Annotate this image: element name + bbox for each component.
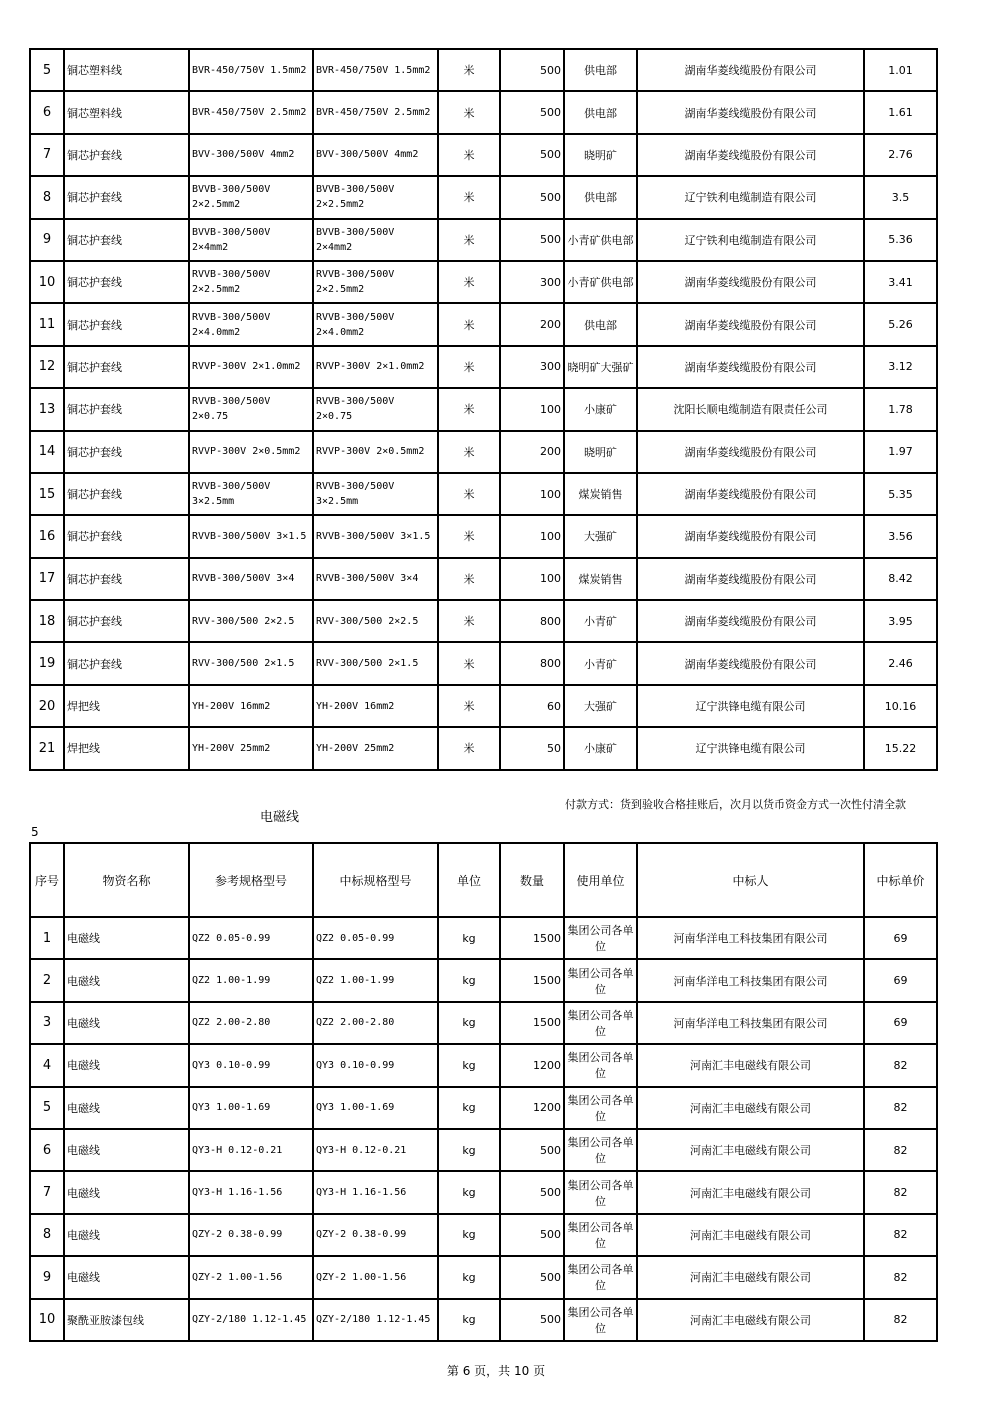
quantity: 100 [500, 388, 564, 430]
row-number: 7 [30, 134, 64, 176]
unit-price: 10.16 [864, 685, 937, 727]
unit-price: 3.5 [864, 176, 937, 218]
reference-spec: BVR-450/750V 2.5mm2 [189, 91, 313, 133]
row-number: 5 [30, 49, 64, 91]
using-unit: 小青矿供电部 [564, 261, 637, 303]
payment-terms: 付款方式：货到验收合格挂账后，次月以货币资金方式一次性付清全款 [565, 798, 906, 811]
winning-spec: BVVB-300/500V 2×4mm2 [313, 219, 438, 261]
winning-spec: QZ2 1.00-1.99 [313, 959, 438, 1001]
item-name: 铜芯护套线 [64, 515, 189, 557]
using-unit: 集团公司各单位 [564, 1044, 637, 1086]
quantity: 200 [500, 431, 564, 473]
winning-spec: RVVB-300/500V 3×2.5mm [313, 473, 438, 515]
item-name: 铜芯护套线 [64, 176, 189, 218]
using-unit: 集团公司各单位 [564, 1129, 637, 1171]
unit-price: 5.35 [864, 473, 937, 515]
table-row [30, 600, 937, 642]
row-number: 8 [30, 176, 64, 218]
winning-spec: BVR-450/750V 1.5mm2 [313, 49, 438, 91]
unit-price: 2.76 [864, 134, 937, 176]
table-row [30, 219, 937, 261]
row-number: 3 [30, 1002, 64, 1044]
item-name: 铜芯护套线 [64, 388, 189, 430]
using-unit: 小康矿 [564, 388, 637, 430]
winning-bidder: 辽宁铁利电缆制造有限公司 [637, 176, 864, 218]
winning-bidder: 沈阳长顺电缆制造有限责任公司 [637, 388, 864, 430]
quantity: 1500 [500, 959, 564, 1001]
using-unit: 小康矿 [564, 727, 637, 769]
using-unit: 集团公司各单位 [564, 1002, 637, 1044]
item-name: 电磁线 [64, 959, 189, 1001]
unit-price: 82 [864, 1129, 937, 1171]
unit: 米 [438, 91, 500, 133]
unit: 米 [438, 727, 500, 769]
unit: kg [438, 917, 500, 959]
magnet-wire-table [29, 842, 938, 1342]
unit: kg [438, 1171, 500, 1213]
winning-bidder: 河南汇丰电磁线有限公司 [637, 1299, 864, 1341]
table-row [30, 303, 937, 345]
item-name: 铜芯护套线 [64, 431, 189, 473]
reference-spec: BVVB-300/500V 2×2.5mm2 [189, 176, 313, 218]
quantity: 800 [500, 642, 564, 684]
header-quantity: 数量 [500, 843, 564, 917]
winning-spec: BVR-450/750V 2.5mm2 [313, 91, 438, 133]
using-unit: 集团公司各单位 [564, 917, 637, 959]
quantity: 1500 [500, 917, 564, 959]
reference-spec: YH-200V 25mm2 [189, 727, 313, 769]
unit-price: 82 [864, 1044, 937, 1086]
unit-price: 3.95 [864, 600, 937, 642]
unit-price: 15.22 [864, 727, 937, 769]
reference-spec: RVVP-300V 2×0.5mm2 [189, 431, 313, 473]
row-number: 21 [30, 727, 64, 769]
using-unit: 供电部 [564, 49, 637, 91]
item-name: 铜芯护套线 [64, 346, 189, 388]
row-number: 16 [30, 515, 64, 557]
quantity: 500 [500, 1214, 564, 1256]
unit-price: 5.36 [864, 219, 937, 261]
unit: 米 [438, 473, 500, 515]
winning-bidder: 河南华洋电工科技集团有限公司 [637, 917, 864, 959]
quantity: 100 [500, 515, 564, 557]
using-unit: 煤炭销售 [564, 558, 637, 600]
reference-spec: QY3 0.10-0.99 [189, 1044, 313, 1086]
reference-spec: QZY-2 1.00-1.56 [189, 1256, 313, 1298]
using-unit: 集团公司各单位 [564, 1256, 637, 1298]
quantity: 100 [500, 558, 564, 600]
cable-table [29, 48, 938, 771]
unit-price: 2.46 [864, 642, 937, 684]
reference-spec: BVR-450/750V 1.5mm2 [189, 49, 313, 91]
item-name: 聚酰亚胺漆包线 [64, 1299, 189, 1341]
reference-spec: RVV-300/500 2×1.5 [189, 642, 313, 684]
winning-spec: BVV-300/500V 4mm2 [313, 134, 438, 176]
using-unit: 供电部 [564, 303, 637, 345]
unit-price: 3.41 [864, 261, 937, 303]
table-row [30, 1044, 937, 1086]
reference-spec: RVVB-300/500V 3×4 [189, 558, 313, 600]
winning-spec: RVVP-300V 2×0.5mm2 [313, 431, 438, 473]
winning-bidder: 湖南华菱线缆股份有限公司 [637, 346, 864, 388]
winning-bidder: 湖南华菱线缆股份有限公司 [637, 473, 864, 515]
item-name: 铜芯塑料线 [64, 49, 189, 91]
unit-price: 3.12 [864, 346, 937, 388]
table-row [30, 473, 937, 515]
section-number: 5 [31, 825, 39, 839]
item-name: 铜芯护套线 [64, 134, 189, 176]
reference-spec: QY3-H 0.12-0.21 [189, 1129, 313, 1171]
unit: kg [438, 1087, 500, 1129]
page-footer: 第 6 页，共 10 页 [446, 1364, 546, 1378]
using-unit: 煤炭销售 [564, 473, 637, 515]
using-unit: 晓明矿大强矿 [564, 346, 637, 388]
winning-spec: QZ2 2.00-2.80 [313, 1002, 438, 1044]
item-name: 电磁线 [64, 1044, 189, 1086]
winning-spec: QY3 1.00-1.69 [313, 1087, 438, 1129]
row-number: 6 [30, 91, 64, 133]
row-number: 18 [30, 600, 64, 642]
winning-spec: QY3-H 0.12-0.21 [313, 1129, 438, 1171]
using-unit: 晓明矿 [564, 431, 637, 473]
using-unit: 大强矿 [564, 515, 637, 557]
item-name: 铜芯护套线 [64, 261, 189, 303]
winning-bidder: 湖南华菱线缆股份有限公司 [637, 515, 864, 557]
row-number: 12 [30, 346, 64, 388]
item-name: 电磁线 [64, 1256, 189, 1298]
unit: kg [438, 1002, 500, 1044]
winning-bidder: 河南汇丰电磁线有限公司 [637, 1214, 864, 1256]
using-unit: 集团公司各单位 [564, 1214, 637, 1256]
table-row [30, 431, 937, 473]
using-unit: 小青矿 [564, 600, 637, 642]
unit: kg [438, 1256, 500, 1298]
table-row [30, 685, 937, 727]
winning-spec: RVV-300/500 2×1.5 [313, 642, 438, 684]
item-name: 电磁线 [64, 1214, 189, 1256]
quantity: 500 [500, 49, 564, 91]
winning-bidder: 辽宁洪锋电缆有限公司 [637, 727, 864, 769]
table-row [30, 176, 937, 218]
item-name: 焊把线 [64, 727, 189, 769]
quantity: 500 [500, 1299, 564, 1341]
item-name: 电磁线 [64, 1129, 189, 1171]
unit-price: 3.56 [864, 515, 937, 557]
unit-price: 1.97 [864, 431, 937, 473]
reference-spec: RVVP-300V 2×1.0mm2 [189, 346, 313, 388]
quantity: 1200 [500, 1087, 564, 1129]
row-number: 9 [30, 219, 64, 261]
header-reference-spec: 参考规格型号 [189, 843, 313, 917]
unit-price: 69 [864, 959, 937, 1001]
row-number: 8 [30, 1214, 64, 1256]
winning-bidder: 湖南华菱线缆股份有限公司 [637, 642, 864, 684]
quantity: 1200 [500, 1044, 564, 1086]
unit: 米 [438, 600, 500, 642]
winning-bidder: 辽宁铁利电缆制造有限公司 [637, 219, 864, 261]
quantity: 300 [500, 261, 564, 303]
winning-spec: QZY-2 0.38-0.99 [313, 1214, 438, 1256]
unit-price: 69 [864, 917, 937, 959]
table-row [30, 261, 937, 303]
reference-spec: QZ2 1.00-1.99 [189, 959, 313, 1001]
unit: 米 [438, 303, 500, 345]
reference-spec: QY3-H 1.16-1.56 [189, 1171, 313, 1213]
unit-price: 82 [864, 1256, 937, 1298]
unit: kg [438, 1129, 500, 1171]
header-row [30, 843, 937, 917]
winning-bidder: 湖南华菱线缆股份有限公司 [637, 600, 864, 642]
table-row [30, 346, 937, 388]
unit-price: 8.42 [864, 558, 937, 600]
unit: kg [438, 1299, 500, 1341]
table-row [30, 1214, 937, 1256]
quantity: 500 [500, 176, 564, 218]
table-row [30, 1129, 937, 1171]
reference-spec: YH-200V 16mm2 [189, 685, 313, 727]
item-name: 焊把线 [64, 685, 189, 727]
row-number: 2 [30, 959, 64, 1001]
quantity: 500 [500, 1256, 564, 1298]
table-row [30, 959, 937, 1001]
using-unit: 集团公司各单位 [564, 959, 637, 1001]
section-title: 电磁线 [260, 810, 300, 825]
table-row [30, 49, 937, 91]
unit-price: 82 [864, 1171, 937, 1213]
reference-spec: RVVB-300/500V 2×0.75 [189, 388, 313, 430]
winning-bidder: 辽宁洪锋电缆有限公司 [637, 685, 864, 727]
winning-spec: BVVB-300/500V 2×2.5mm2 [313, 176, 438, 218]
reference-spec: RVVB-300/500V 3×1.5 [189, 515, 313, 557]
item-name: 铜芯护套线 [64, 642, 189, 684]
winning-spec: QY3 0.10-0.99 [313, 1044, 438, 1086]
table-row [30, 917, 937, 959]
item-name: 铜芯护套线 [64, 219, 189, 261]
winning-spec: RVVB-300/500V 3×1.5 [313, 515, 438, 557]
winning-spec: QZY-2/180 1.12-1.45 [313, 1299, 438, 1341]
row-number: 5 [30, 1087, 64, 1129]
winning-spec: RVVB-300/500V 3×4 [313, 558, 438, 600]
row-number: 15 [30, 473, 64, 515]
table-row [30, 91, 937, 133]
unit: 米 [438, 346, 500, 388]
unit: kg [438, 1214, 500, 1256]
unit: kg [438, 1044, 500, 1086]
table-row [30, 558, 937, 600]
winning-spec: RVVB-300/500V 2×0.75 [313, 388, 438, 430]
reference-spec: QZ2 0.05-0.99 [189, 917, 313, 959]
row-number: 7 [30, 1171, 64, 1213]
table-row [30, 134, 937, 176]
header-unit-price: 中标单价 [864, 843, 937, 917]
row-number: 6 [30, 1129, 64, 1171]
row-number: 10 [30, 261, 64, 303]
row-number: 11 [30, 303, 64, 345]
header-winning-bidder: 中标人 [637, 843, 864, 917]
unit: 米 [438, 219, 500, 261]
table-row [30, 1171, 937, 1213]
winning-bidder: 湖南华菱线缆股份有限公司 [637, 261, 864, 303]
row-number: 14 [30, 431, 64, 473]
winning-spec: RVVB-300/500V 2×4.0mm2 [313, 303, 438, 345]
using-unit: 供电部 [564, 91, 637, 133]
reference-spec: QZY-2/180 1.12-1.45 [189, 1299, 313, 1341]
winning-spec: QY3-H 1.16-1.56 [313, 1171, 438, 1213]
winning-bidder: 河南汇丰电磁线有限公司 [637, 1171, 864, 1213]
quantity: 500 [500, 134, 564, 176]
winning-bidder: 河南汇丰电磁线有限公司 [637, 1087, 864, 1129]
winning-bidder: 河南华洋电工科技集团有限公司 [637, 959, 864, 1001]
quantity: 60 [500, 685, 564, 727]
header-using-unit: 使用单位 [564, 843, 637, 917]
unit-price: 82 [864, 1087, 937, 1129]
winning-bidder: 湖南华菱线缆股份有限公司 [637, 303, 864, 345]
quantity: 500 [500, 91, 564, 133]
winning-bidder: 湖南华菱线缆股份有限公司 [637, 49, 864, 91]
quantity: 200 [500, 303, 564, 345]
item-name: 电磁线 [64, 917, 189, 959]
reference-spec: RVVB-300/500V 2×2.5mm2 [189, 261, 313, 303]
winning-bidder: 湖南华菱线缆股份有限公司 [637, 558, 864, 600]
winning-bidder: 河南汇丰电磁线有限公司 [637, 1129, 864, 1171]
table-row [30, 642, 937, 684]
reference-spec: RVVB-300/500V 3×2.5mm [189, 473, 313, 515]
unit: 米 [438, 176, 500, 218]
winning-spec: RVV-300/500 2×2.5 [313, 600, 438, 642]
row-number: 20 [30, 685, 64, 727]
unit: 米 [438, 515, 500, 557]
row-number: 4 [30, 1044, 64, 1086]
winning-spec: YH-200V 25mm2 [313, 727, 438, 769]
unit: 米 [438, 49, 500, 91]
using-unit: 集团公司各单位 [564, 1299, 637, 1341]
reference-spec: RVVB-300/500V 2×4.0mm2 [189, 303, 313, 345]
table-row [30, 1299, 937, 1341]
unit-price: 82 [864, 1214, 937, 1256]
unit-price: 5.26 [864, 303, 937, 345]
winning-spec: YH-200V 16mm2 [313, 685, 438, 727]
unit-price: 1.78 [864, 388, 937, 430]
header-winning-spec: 中标规格型号 [313, 843, 438, 917]
quantity: 500 [500, 1129, 564, 1171]
reference-spec: QY3 1.00-1.69 [189, 1087, 313, 1129]
reference-spec: QZY-2 0.38-0.99 [189, 1214, 313, 1256]
header-row-number: 序号 [30, 843, 64, 917]
item-name: 铜芯护套线 [64, 600, 189, 642]
winning-spec: RVVB-300/500V 2×2.5mm2 [313, 261, 438, 303]
winning-bidder: 湖南华菱线缆股份有限公司 [637, 91, 864, 133]
row-number: 17 [30, 558, 64, 600]
using-unit: 晓明矿 [564, 134, 637, 176]
quantity: 50 [500, 727, 564, 769]
unit: 米 [438, 261, 500, 303]
item-name: 铜芯护套线 [64, 473, 189, 515]
item-name: 电磁线 [64, 1002, 189, 1044]
using-unit: 小青矿 [564, 642, 637, 684]
unit-price: 82 [864, 1299, 937, 1341]
table-row [30, 1002, 937, 1044]
quantity: 100 [500, 473, 564, 515]
table-row [30, 727, 937, 769]
unit-price: 69 [864, 1002, 937, 1044]
header-item-name: 物资名称 [64, 843, 189, 917]
row-number: 9 [30, 1256, 64, 1298]
item-name: 电磁线 [64, 1171, 189, 1213]
row-number: 1 [30, 917, 64, 959]
unit-price: 1.61 [864, 91, 937, 133]
table-row [30, 1256, 937, 1298]
using-unit: 大强矿 [564, 685, 637, 727]
table-row [30, 515, 937, 557]
quantity: 1500 [500, 1002, 564, 1044]
reference-spec: BVVB-300/500V 2×4mm2 [189, 219, 313, 261]
table-row [30, 388, 937, 430]
unit: 米 [438, 431, 500, 473]
using-unit: 供电部 [564, 176, 637, 218]
reference-spec: QZ2 2.00-2.80 [189, 1002, 313, 1044]
unit-price: 1.01 [864, 49, 937, 91]
quantity: 800 [500, 600, 564, 642]
reference-spec: RVV-300/500 2×2.5 [189, 600, 313, 642]
row-number: 13 [30, 388, 64, 430]
quantity: 500 [500, 219, 564, 261]
winning-bidder: 河南汇丰电磁线有限公司 [637, 1044, 864, 1086]
reference-spec: BVV-300/500V 4mm2 [189, 134, 313, 176]
header-unit: 单位 [438, 843, 500, 917]
unit: 米 [438, 134, 500, 176]
winning-bidder: 河南汇丰电磁线有限公司 [637, 1256, 864, 1298]
unit: 米 [438, 388, 500, 430]
winning-spec: RVVP-300V 2×1.0mm2 [313, 346, 438, 388]
item-name: 铜芯塑料线 [64, 91, 189, 133]
using-unit: 集团公司各单位 [564, 1171, 637, 1213]
winning-bidder: 湖南华菱线缆股份有限公司 [637, 431, 864, 473]
row-number: 10 [30, 1299, 64, 1341]
winning-bidder: 河南华洋电工科技集团有限公司 [637, 1002, 864, 1044]
item-name: 电磁线 [64, 1087, 189, 1129]
using-unit: 小青矿供电部 [564, 219, 637, 261]
row-number: 19 [30, 642, 64, 684]
unit: kg [438, 959, 500, 1001]
winning-spec: QZ2 0.05-0.99 [313, 917, 438, 959]
unit: 米 [438, 642, 500, 684]
quantity: 500 [500, 1171, 564, 1213]
quantity: 300 [500, 346, 564, 388]
winning-bidder: 湖南华菱线缆股份有限公司 [637, 134, 864, 176]
unit: 米 [438, 558, 500, 600]
table-row [30, 1087, 937, 1129]
item-name: 铜芯护套线 [64, 303, 189, 345]
item-name: 铜芯护套线 [64, 558, 189, 600]
using-unit: 集团公司各单位 [564, 1087, 637, 1129]
unit: 米 [438, 685, 500, 727]
winning-spec: QZY-2 1.00-1.56 [313, 1256, 438, 1298]
